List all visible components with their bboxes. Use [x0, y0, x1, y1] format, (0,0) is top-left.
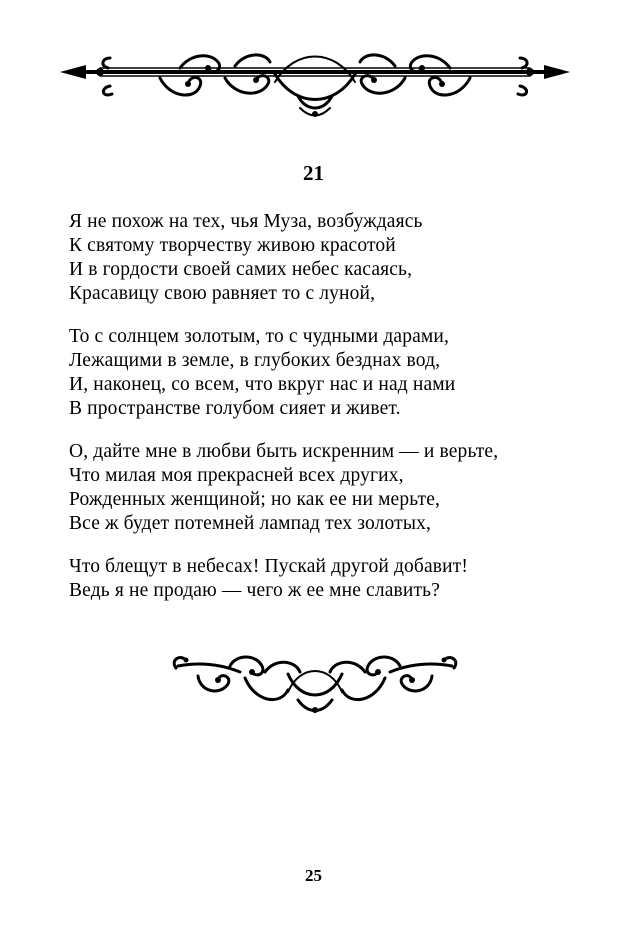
poem-line: Красавицу свою равняет то с луной, — [69, 283, 376, 304]
sonnet-number: 21 — [303, 161, 324, 185]
top-ornament-divider — [60, 48, 570, 120]
bottom-ornament-tailpiece — [170, 652, 460, 718]
stanza — [69, 440, 589, 536]
poem-line: Все ж будет потемней лампад тех золотых, — [69, 513, 432, 534]
poem-line: Рожденных женщиной; но как ее ни мерьте, — [69, 489, 441, 510]
poem-line: И в гордости своей самих небес касаясь, — [69, 259, 413, 280]
page-number: 25 — [305, 866, 322, 885]
stanza — [69, 325, 589, 421]
poem-line: Ведь я не продаю — чего ж ее мне славить? — [69, 580, 441, 601]
poem-line: Лежащими в земле, в глубоких безднах вод, — [69, 350, 441, 371]
poem-line: В пространстве голубом сияет и живет. — [69, 398, 401, 419]
poem-line: К святому творчеству живою красотой — [69, 235, 396, 256]
poem-line: О, дайте мне в любви быть искренним — и верьте, — [69, 441, 499, 462]
poem-line: Что блещут в небесах! Пускай другой добавит! — [69, 556, 469, 577]
poem-body — [69, 210, 589, 622]
stanza — [69, 555, 589, 603]
poem-line: То с солнцем золотым, то с чудными дарами, — [69, 326, 450, 347]
poem-line: И, наконец, со всем, что вкруг нас и над нами — [69, 374, 456, 395]
poem-line: Я не похож на тех, чья Муза, возбуждаясь — [69, 211, 423, 232]
stanza — [69, 210, 589, 306]
poem-line: Что милая моя прекрасней всех других, — [69, 465, 404, 486]
